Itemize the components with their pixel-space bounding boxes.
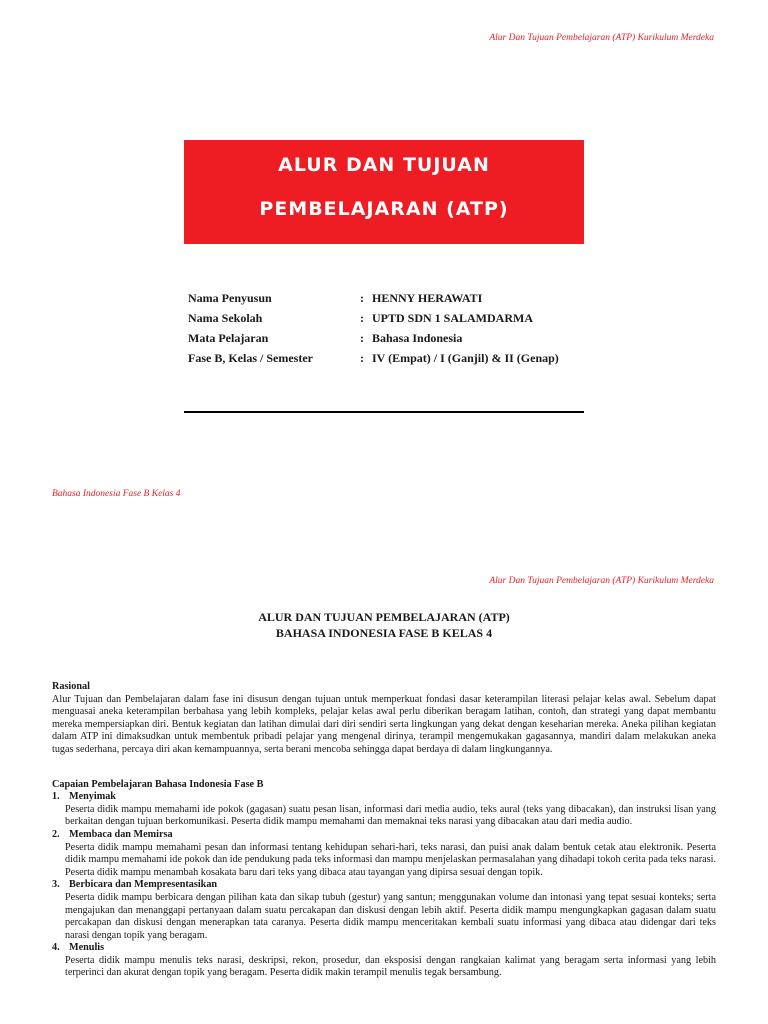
info-colon: : bbox=[360, 331, 364, 345]
list-item-title: Berbicara dan Mempresentasikan bbox=[69, 879, 218, 891]
document-title-line2: BAHASA INDONESIA FASE B KELAS 4 bbox=[275, 626, 493, 640]
capaian-heading: Capaian Pembelajaran Bahasa Indonesia Fase B bbox=[52, 778, 264, 790]
cover-title-line1: ALUR DAN TUJUAN bbox=[278, 154, 490, 176]
info-colon: : bbox=[360, 291, 364, 305]
list-item-text: Peserta didik mampu memahami pesan dan informasi tentang kehidupan sehari-hari, teks narasi, dan puisi anak dalam bentuk cetak atau elektronik. Peserta didik mampu memahami ide pokok dan ide pendukung pada teks informasi dan mampu menjelaskan permasalahan yang dihadapi tokoh cerita pada teks narasi. Peserta didik mampu menambah kosakata baru dari teks yang dibaca atau tayangan yang dipirsa sesuai dengan topik. bbox=[65, 841, 716, 878]
rasional-heading: Rasional bbox=[52, 681, 90, 692]
document-body bbox=[52, 681, 716, 980]
list-item-text: Peserta didik mampu memahami ide pokok (gagasan) suatu pesan lisan, informasi dari media audio, teks aural (teks yang dibacakan), dan instruksi lisan yang berkaitan dengan tujuan berkomunikasi. Peserta didik mampu memahami dan memaknai teks narasi yang dibacakan atau dari media audio. bbox=[65, 803, 716, 828]
info-value: UPTD SDN 1 SALAMDARMA bbox=[372, 311, 533, 325]
list-number: 4. bbox=[52, 942, 60, 954]
cover-info-table bbox=[188, 291, 559, 371]
running-header-top: Alur Dan Tujuan Pembelajaran (ATP) Kurikulum Merdeka bbox=[489, 33, 714, 43]
info-row bbox=[188, 311, 559, 331]
list-item-text: Peserta didik mampu menulis teks narasi, deskripsi, rekon, prosedur, dan eksposisi dengan rangkaian kalimat yang beragam serta informasi yang lebih terperinci dan akurat dengan topik yang beragam. Peserta didik makin terampil menulis tegak bersambung. bbox=[65, 954, 716, 979]
info-label: Fase B, Kelas / Semester bbox=[188, 351, 313, 365]
list-item-title: Menyimak bbox=[69, 791, 116, 803]
info-value: Bahasa Indonesia bbox=[372, 331, 463, 345]
info-label: Nama Sekolah bbox=[188, 311, 263, 325]
list-item-title: Menulis bbox=[69, 942, 105, 954]
info-value: HENNY HERAWATI bbox=[372, 291, 483, 305]
info-label: Nama Penyusun bbox=[188, 291, 272, 305]
info-row bbox=[188, 291, 559, 311]
info-colon: : bbox=[360, 311, 364, 325]
list-item bbox=[52, 829, 716, 879]
list-number: 3. bbox=[52, 879, 60, 891]
info-row bbox=[188, 351, 559, 371]
list-item bbox=[52, 879, 716, 942]
list-item bbox=[52, 942, 716, 980]
list-number: 1. bbox=[52, 791, 60, 803]
list-item-title: Membaca dan Memirsa bbox=[69, 828, 173, 840]
cover-title-line2: PEMBELAJARAN (ATP) bbox=[259, 198, 509, 220]
list-item-text: Peserta didik mampu berbicara dengan pilihan kata dan sikap tubuh (gestur) yang santun; menggunakan volume dan intonasi yang tepat sesuai konteks; serta mengajukan dan menanggapi pertanyaan dalam suatu percakapan dan diskusi dengan lebih aktif. Peserta didik mampu mengungkapkan gagasan dalam suatu percakapan dan diskusi dengan menerapkan tata caranya. Peserta didik mampu menceritakan kembali suatu informasi yang dibaca atau didengar dari teks narasi dengan topik yang beragam. bbox=[65, 891, 716, 941]
info-value: IV (Empat) / I (Ganjil) & II (Genap) bbox=[372, 351, 559, 365]
cover-divider bbox=[184, 411, 584, 413]
list-item bbox=[52, 791, 716, 829]
page-footer-label: Bahasa Indonesia Fase B Kelas 4 bbox=[52, 489, 181, 499]
info-colon: : bbox=[360, 351, 364, 365]
info-label: Mata Pelajaran bbox=[188, 331, 269, 345]
cover-title-box bbox=[184, 140, 584, 244]
document-title bbox=[0, 609, 768, 641]
rasional-paragraph: Alur Tujuan dan Pembelajaran dalam fase ini disusun dengan tujuan untuk memperkuat fondasi dasar keterampilan literasi pelajar kelas awal. Sebelum dapat menguasai aneka keterampilan berbahasa yang lebih kompleks, pelajar kelas awal perlu diberikan beragam latihan, contoh, dan strategi yang dapat membantu mereka mempersiapkan diri. Bentuk kegiatan dan latihan dimulai dari diri sendiri serta lingkungan yang dekat dengan keseharian mereka. Aneka pilihan kegiatan dalam ATP ini dimaksudkan untuk membentuk pribadi pelajar yang mengenal dirinya, terampil mengemukakan gagasannya, mandiri dalam melakukan aneka tugas sederhana, percaya diri akan kemampuannya, serta berani mencoba sehingga dapat berdaya di dalam lingkungannya. bbox=[52, 693, 716, 755]
running-header-page2: Alur Dan Tujuan Pembelajaran (ATP) Kurikulum Merdeka bbox=[489, 576, 714, 586]
list-number: 2. bbox=[52, 828, 60, 840]
document-title-line1: ALUR DAN TUJUAN PEMBELAJARAN (ATP) bbox=[258, 610, 510, 624]
info-row bbox=[188, 331, 559, 351]
